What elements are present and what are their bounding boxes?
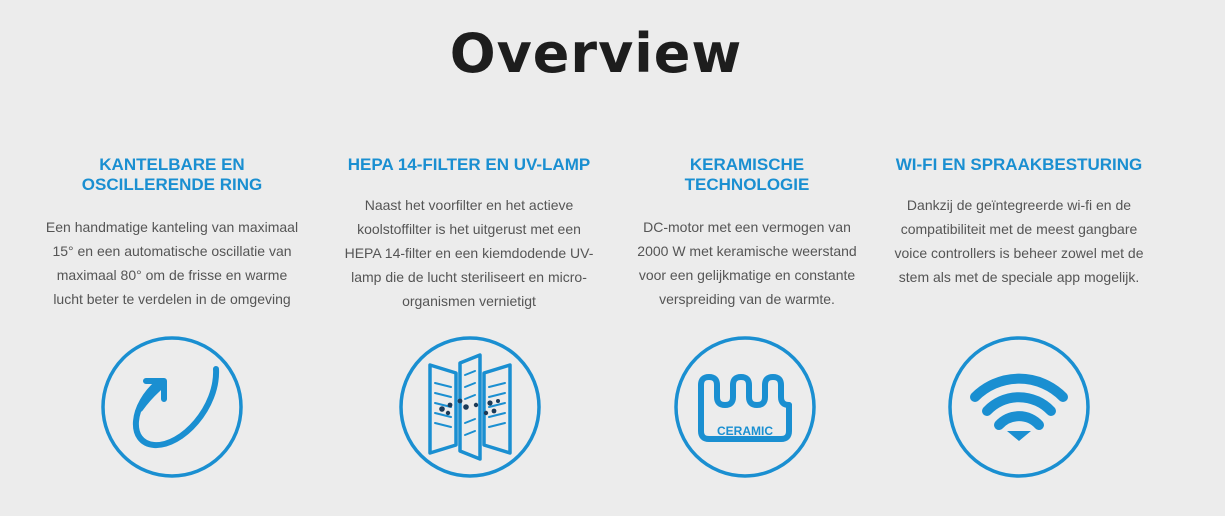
- feature-description-line: compatibiliteit met de meest gangbare: [900, 221, 1138, 237]
- feature-wifi-voice-control: [884, 155, 1154, 289]
- feature-description: [334, 193, 604, 313]
- feature-heading-line: HEPA 14-FILTER EN UV-LAMP: [347, 155, 591, 174]
- feature-ceramic-technology: [612, 155, 882, 311]
- feature-heading: [334, 155, 604, 175]
- feature-description-line: Dankzij de geïntegreerde wi-fi en de: [906, 197, 1132, 213]
- feature-heading: [37, 155, 307, 195]
- feature-tilt-oscillation: [37, 155, 307, 311]
- ceramic-icon-label: CERAMIC: [717, 424, 773, 438]
- ceramic-heater-icon: [673, 335, 817, 479]
- feature-description-line: voice controllers is beheer zowel met de: [894, 245, 1144, 261]
- feature-description-line: voor een gelijkmatige en constante: [638, 267, 856, 283]
- feature-description-line: 15° en een automatische oscillatie van: [52, 243, 292, 259]
- feature-heading: [884, 155, 1154, 175]
- wifi-icon: [947, 335, 1091, 479]
- feature-description-line: Naast het voorfilter en het actieve: [364, 197, 574, 213]
- feature-description: [884, 193, 1154, 289]
- tilt-oscillation-ring-icon: [100, 335, 244, 479]
- feature-description: [37, 215, 307, 311]
- feature-heading: [612, 155, 882, 195]
- feature-description-line: HEPA 14-filter en een kiemdodende UV-: [344, 245, 594, 261]
- feature-description-line: verspreiding van de warmte.: [659, 291, 835, 307]
- feature-description-line: stem als met de speciale app mogelijk.: [898, 269, 1140, 285]
- feature-heading-line: TECHNOLOGIE: [684, 175, 810, 194]
- feature-description-line: 2000 W met keramische weerstand: [637, 243, 857, 259]
- feature-heading-line: KERAMISCHE: [689, 155, 805, 174]
- feature-description-line: Een handmatige kanteling van maximaal: [45, 219, 299, 235]
- page-title: Overview: [449, 22, 743, 85]
- feature-hepa-filter: [334, 155, 604, 313]
- feature-heading-line: OSCILLERENDE RING: [81, 175, 263, 194]
- feature-heading-line: KANTELBARE EN: [99, 155, 245, 174]
- feature-description-line: koolstoffilter is het uitgerust met een: [357, 221, 581, 237]
- feature-description: [612, 215, 882, 311]
- feature-description-line: lamp die de lucht steriliseert en micro-: [351, 269, 587, 285]
- feature-description-line: organismen vernietigt: [402, 293, 536, 309]
- feature-heading-line: WI-FI EN SPRAAKBESTURING: [895, 155, 1143, 174]
- hepa-filter-icon: [398, 335, 542, 479]
- feature-description-line: lucht beter te verdelen in de omgeving: [53, 291, 291, 307]
- feature-description-line: DC-motor met een vermogen van: [643, 219, 851, 235]
- feature-description-line: maximaal 80° om de frisse en warme: [56, 267, 288, 283]
